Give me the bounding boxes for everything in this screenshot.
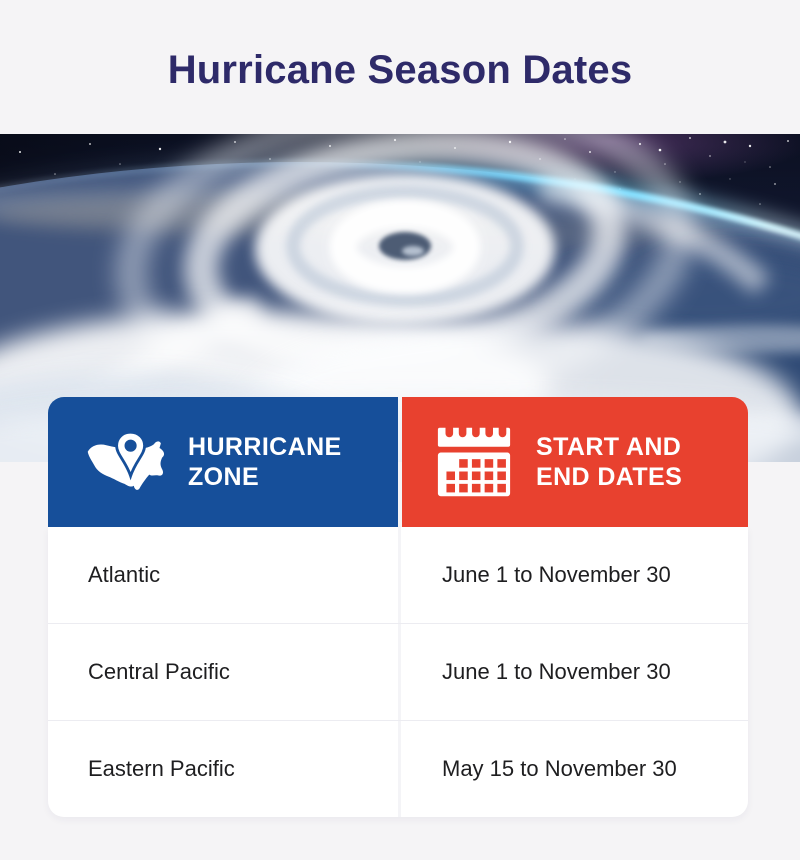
zone-cell: Central Pacific: [88, 659, 230, 684]
us-map-pin-icon: [84, 429, 166, 495]
table-row-eastern-pacific: [48, 720, 748, 817]
header-label-hurricane-zone: HURRICANE ZONE: [188, 432, 342, 491]
header-cell-start-end-dates: [402, 397, 748, 527]
season-table: [48, 397, 748, 817]
zone-cell: Eastern Pacific: [88, 756, 235, 781]
dates-cell: June 1 to November 30: [442, 562, 671, 587]
table-row-atlantic: [48, 527, 748, 623]
dates-cell: June 1 to November 30: [442, 659, 671, 684]
header-cell-hurricane-zone: [48, 397, 398, 527]
table-row-central-pacific: [48, 623, 748, 720]
page-title: Hurricane Season Dates: [167, 48, 633, 92]
zone-cell: Atlantic: [88, 562, 161, 587]
dates-cell: May 15 to November 30: [442, 756, 677, 781]
table-header-row: [48, 397, 748, 527]
table-body: [48, 527, 748, 817]
calendar-icon: [434, 424, 514, 500]
header-label-start-end-dates: START AND END DATES: [536, 432, 683, 491]
